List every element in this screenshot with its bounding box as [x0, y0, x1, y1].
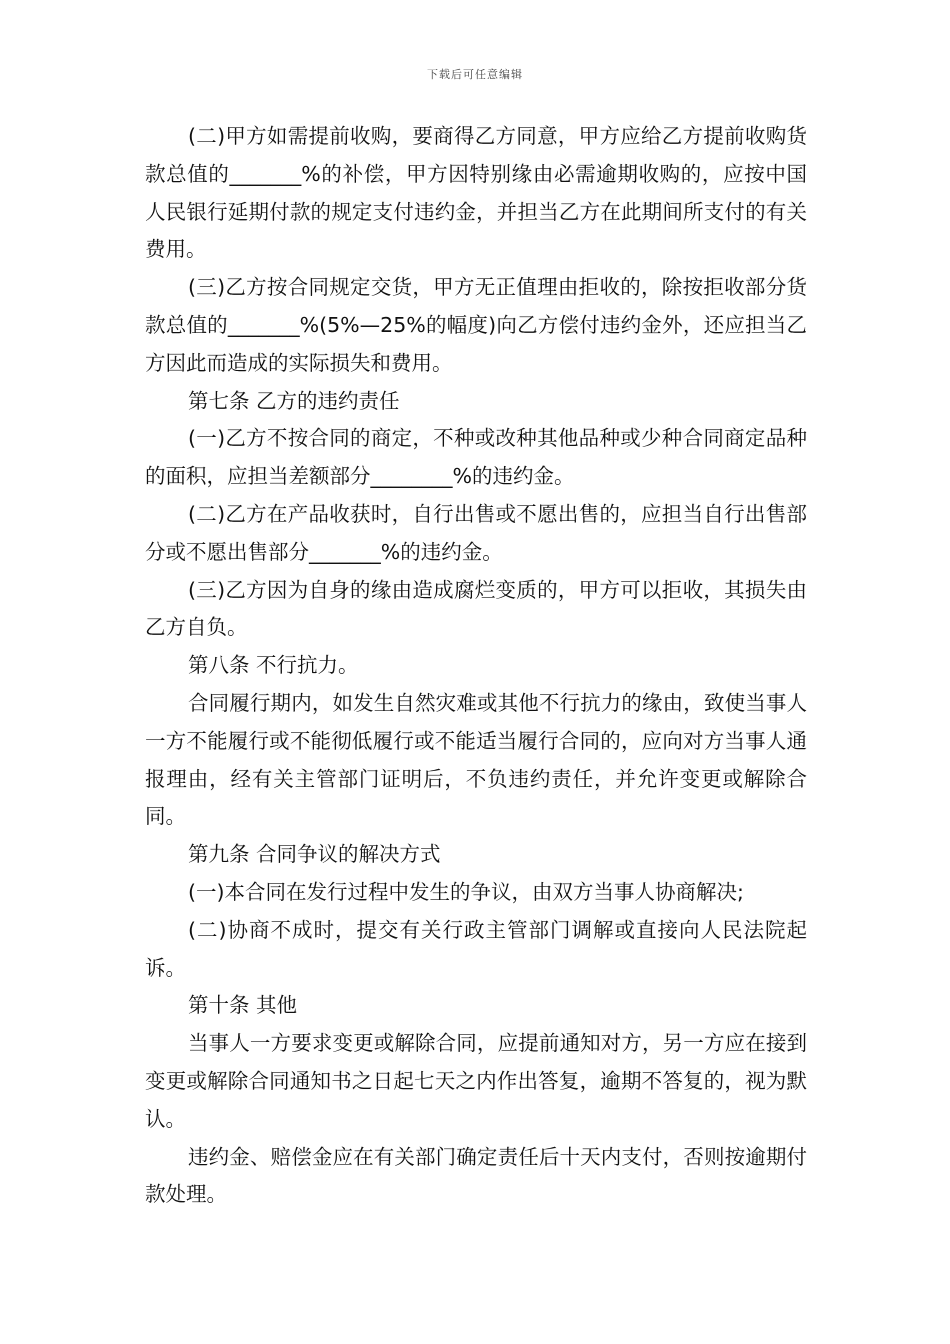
paragraph-penalty-payment: 违约金、赔偿金应在有关部门确定责任后十天内支付，否则按逾期付款处理。 — [145, 1144, 807, 1207]
paragraph-unjustified-rejection: (三)乙方按合同规定交货，甲方无正值理由拒收的，除按拒收部分货款总值的_______%(5%—25%的幅度)向乙方偿付违约金外，还应担当乙方因此而造成的实际损失和费用。 — [145, 275, 807, 375]
article-9-heading: 第九条 合同争议的解决方式 — [188, 842, 441, 867]
article-7-heading: 第七条 乙方的违约责任 — [188, 388, 400, 413]
paragraph-negotiation: (一)本合同在发行过程中发生的争议，由双方当事人协商解决; — [188, 879, 744, 904]
paragraph-force-majeure: 合同履行期内，如发生自然灾难或其他不行抗力的缘由，致使当事人一方不能履行或不能彻低履行或不能适当履行合同的，应向对方当事人通报理由，经有关主管部门证明后，不负违约责任，并允许变更或解除合同。 — [145, 690, 807, 829]
article-8-heading: 第八条 不行抗力。 — [188, 653, 359, 678]
document-body — [145, 118, 807, 1214]
paragraph-planting-deviation: (一)乙方不按合同的商定，不种或改种其他品种或少种合同商定品种的面积，应担当差额部分________%的违约金。 — [145, 426, 807, 489]
article-10-heading: 第十条 其他 — [188, 993, 298, 1018]
paragraph-contract-change-notice: 当事人一方要求变更或解除合同，应提前通知对方，另一方应在接到变更或解除合同通知书之日起七天之内作出答复，逾期不答复的，视为默认。 — [145, 1031, 807, 1131]
paragraph-mediation-litigation: (二)协商不成时，提交有关行政主管部门调解或直接向人民法院起诉。 — [145, 917, 807, 980]
paragraph-spoilage: (三)乙方因为自身的缘由造成腐烂变质的，甲方可以拒收，其损失由乙方自负。 — [145, 577, 807, 640]
paragraph-self-sale: (二)乙方在产品收获时，自行出售或不愿出售的，应担当自行出售部分或不愿出售部分_______%的违约金。 — [145, 501, 807, 564]
page-header-note: 下载后可任意编辑 — [427, 68, 523, 81]
paragraph-early-purchase-compensation: (二)甲方如需提前收购，要商得乙方同意，甲方应给乙方提前收购货款总值的_______%的补偿，甲方因特别缘由必需逾期收购的，应按中国人民银行延期付款的规定支付违约金，并担当乙方在此期间所支付的有关费用。 — [145, 124, 807, 262]
